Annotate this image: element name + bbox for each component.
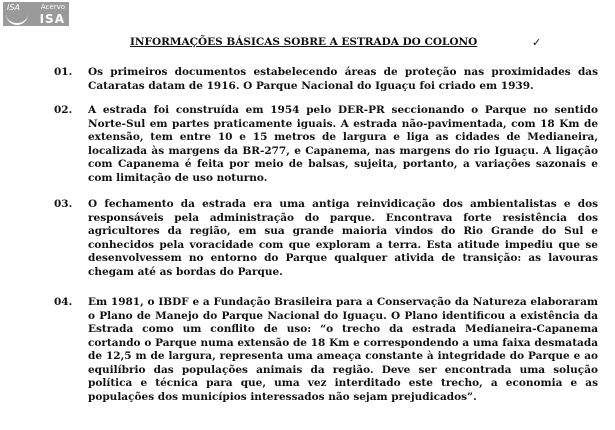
- paragraph-number: 03.: [54, 198, 73, 210]
- paragraph-number: 02.: [54, 104, 73, 116]
- logo-swoosh-icon: [6, 13, 28, 25]
- paragraph-text: O fechamento da estrada era uma antiga reinvidicação dos ambientalistas e dos responsáveis pela administração do parque. Encontrava forte resistência dos agricultores da região, em sua grande maioria vindos do Rio Grande do Sul e conhecidos pela voracidade com que exploram a terra. Esta atitude impediu que se desenvolvessem no entorno do Parque qualquer ativida de transição: as lavouras chegam até as bordas do Parque.: [88, 198, 598, 278]
- acervo-isa-logo: [3, 2, 69, 26]
- paragraph-number: 04.: [54, 296, 73, 308]
- logo-acervo-text: Acervo: [40, 3, 65, 11]
- paragraph-text: A estrada foi construída em 1954 pelo DER-PR seccionando o Parque no sentido Norte-Sul em partes praticamente iguais. A estrada não-pavimentada, com 18 Km de extensão, tem entre 10 e 15 metros de largura e liga as cidades de Medianeira, localizada às margens da BR-277, e Capanema, nas margens do rio Iguaçu. A ligação com Capanema é feita por meio de balsas, sujeita, portanto, a variações sazonais e com limitação de uso noturno.: [88, 104, 598, 184]
- paragraph-item-01: [54, 66, 598, 93]
- logo-mark: ISA: [7, 3, 20, 12]
- paragraph-item-03: [54, 198, 598, 279]
- paragraph-item-04: [54, 296, 598, 404]
- paragraph-text: Em 1981, o IBDF e a Fundação Brasileira para a Conservação da Natureza elaboraram o Plano de Manejo do Parque Nacional do Iguaçu. O Plano identificou a existência da Estrada como um conflito de uso: “o trecho da estrada Medianeira-Capanema cortando o Parque numa extensão de 18 Km e correspondendo a uma faixa desmatada de 12,5 m de largura, representa uma ameaça constante à integridade do Parque e ao equilíbrio das populações animais da região. Deve ser encontrada uma solução política e técnica para que, uma vez interditado este trecho, a economia e as populações dos municípios interessados não sejam prejudicados”.: [88, 296, 598, 403]
- document-title: INFORMAÇÕES BÁSICAS SOBRE A ESTRADA DO COLONO: [130, 36, 478, 48]
- paragraph-item-02: [54, 104, 598, 185]
- handwritten-margin-mark: ✓: [532, 36, 542, 49]
- paragraph-number: 01.: [54, 66, 73, 78]
- logo-isa-text: ISA: [39, 12, 65, 26]
- paragraph-text: Os primeiros documentos estabelecendo áreas de proteção nas proximidades das Cataratas datam de 1916. O Parque Nacional do Iguaçu foi criado em 1939.: [88, 66, 598, 92]
